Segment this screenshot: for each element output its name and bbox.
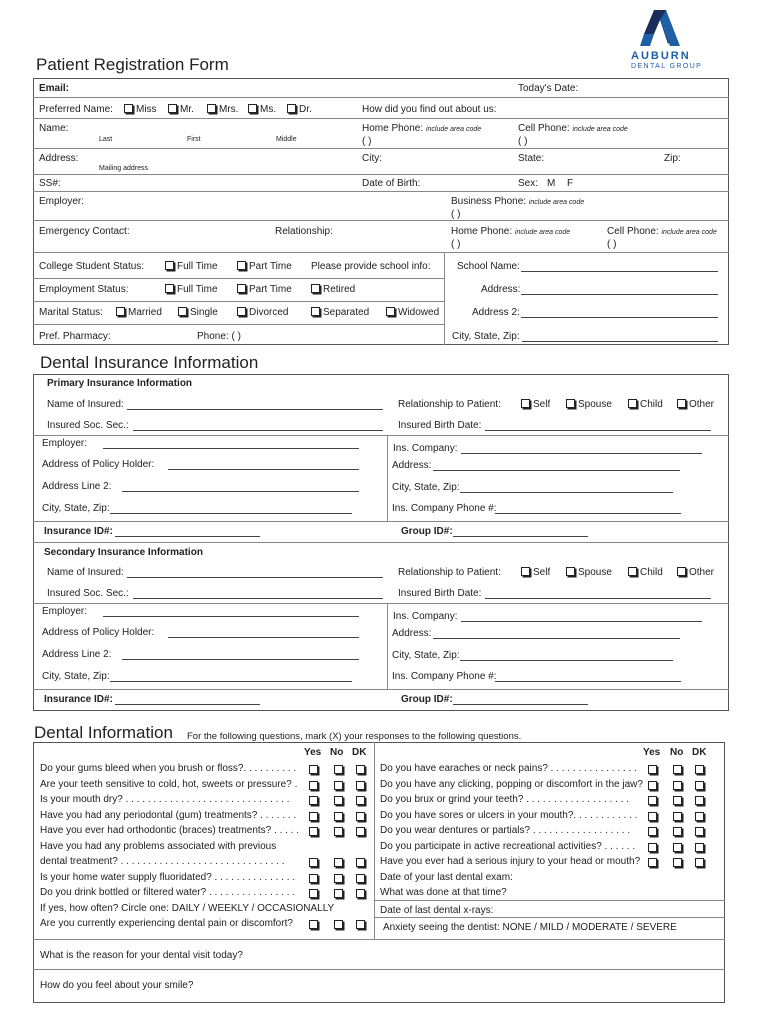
state-label: State: xyxy=(518,153,545,164)
right-q2-yes-checkbox[interactable] xyxy=(648,781,657,790)
right-q7-no-checkbox[interactable] xyxy=(673,858,682,867)
checkbox-icon[interactable] xyxy=(566,399,575,408)
left-q9-no-checkbox[interactable] xyxy=(334,920,343,929)
left-q1-yes-checkbox[interactable] xyxy=(309,765,318,774)
left-q9-yes-checkbox[interactable] xyxy=(309,920,318,929)
right-q6-no-checkbox[interactable] xyxy=(673,843,682,852)
left-q4-yes-checkbox[interactable] xyxy=(309,812,318,821)
emergency-home-phone-label: Home Phone: include area code xyxy=(451,226,571,237)
checkbox-icon[interactable] xyxy=(165,284,174,293)
secondary-relationship-label: Relationship to Patient: xyxy=(398,567,501,578)
dob-label: Date of Birth: xyxy=(362,178,421,189)
college-part-time-option[interactable]: Part Time xyxy=(237,261,292,272)
smile-feeling-label: How do you feel about your smile? xyxy=(40,980,194,991)
right-question-7: Have you ever had a serious injury to your head or mouth? xyxy=(380,856,641,867)
left-question-2: Are your teeth sensitive to cold, hot, sweets or pressure? . xyxy=(40,779,298,790)
dental-title: Dental Information xyxy=(34,723,173,742)
title-option-mrs[interactable]: Mrs. xyxy=(207,104,238,115)
right-q4-dk-checkbox[interactable] xyxy=(695,812,704,821)
right-question-10: Date of last dental x-rays: xyxy=(380,905,494,916)
secondary-addr-holder-label: Address of Policy Holder: xyxy=(42,627,155,638)
right-question-6: Do you participate in active recreational activities? . . . . . . xyxy=(380,841,636,852)
school-info-label: Please provide school info: xyxy=(311,261,431,272)
address-label: Address: xyxy=(39,153,79,164)
secondary-employer-label: Employer: xyxy=(42,606,88,617)
primary-addr-holder-label: Address of Policy Holder: xyxy=(42,459,155,470)
checkbox-icon[interactable] xyxy=(178,307,187,316)
left-question-8: Do you drink bottled or filtered water? . . . . . . . . . . . . . . . . xyxy=(40,887,296,898)
left-q8-yes-checkbox[interactable] xyxy=(309,889,318,898)
right-question-9: What was done at that time? xyxy=(380,887,507,898)
visit-reason-label: What is the reason for your dental visit today? xyxy=(40,950,243,961)
logo-name: AUBURN xyxy=(631,50,691,62)
checkbox-icon[interactable] xyxy=(311,307,320,316)
secondary-insurance-heading: Secondary Insurance Information xyxy=(44,547,203,558)
logo-subtitle: DENTAL GROUP xyxy=(631,63,703,70)
employment-retired-option[interactable]: Retired xyxy=(311,284,355,295)
title-option-dr[interactable]: Dr. xyxy=(287,104,312,115)
left-q3-dk-checkbox[interactable] xyxy=(356,796,365,805)
school-name-line[interactable] xyxy=(521,271,718,272)
title-option-mr[interactable]: Mr. xyxy=(168,104,194,115)
how-find-label: How did you find out about us: xyxy=(362,104,497,115)
checkbox-icon[interactable] xyxy=(677,399,686,408)
right-q4-no-checkbox[interactable] xyxy=(673,812,682,821)
secondary-ins-city-label: City, State, Zip: xyxy=(392,650,460,661)
right-q5-no-checkbox[interactable] xyxy=(673,827,682,836)
primary-soc-sec-label: Insured Soc. Sec.: xyxy=(47,420,129,431)
primary-relationship-label: Relationship to Patient: xyxy=(398,399,501,410)
left-question-7: Is your home water supply fluoridated? . . . . . . . . . . . . . . . xyxy=(40,872,296,883)
secondary-rel-self[interactable]: Self xyxy=(521,567,550,578)
left-question-1: Do your gums bleed when you brush or floss?. . . . . . . . . . xyxy=(40,763,297,774)
left-q3-no-checkbox[interactable] xyxy=(334,796,343,805)
business-phone-parens: ( ) xyxy=(451,209,461,220)
right-question-8: Date of your last dental exam: xyxy=(380,872,513,883)
employer-label: Employer: xyxy=(39,196,85,207)
college-status-label: College Student Status: xyxy=(39,261,145,272)
home-phone-parens: ( ) xyxy=(362,136,372,147)
primary-ins-company-label: Ins. Company: xyxy=(393,443,458,454)
secondary-soc-sec-label: Insured Soc. Sec.: xyxy=(47,588,129,599)
secondary-rel-child[interactable]: Child xyxy=(628,567,663,578)
right-q5-yes-checkbox[interactable] xyxy=(648,827,657,836)
relationship-label: Relationship: xyxy=(275,226,333,237)
home-phone-label: Home Phone: include area code xyxy=(362,123,482,134)
checkbox-icon[interactable] xyxy=(237,261,246,270)
left-yes-header: Yes xyxy=(304,747,322,758)
right-q5-dk-checkbox[interactable] xyxy=(695,827,704,836)
checkbox-icon[interactable] xyxy=(677,567,686,576)
pharmacy-phone-label: Phone: ( ) xyxy=(197,331,241,342)
primary-rel-spouse[interactable]: Spouse xyxy=(566,399,612,410)
sex-m-option[interactable]: M xyxy=(547,178,556,189)
primary-rel-other[interactable]: Other xyxy=(677,399,714,410)
title-option-ms[interactable]: Ms. xyxy=(248,104,276,115)
name-label: Name: xyxy=(39,123,69,134)
school-address-line[interactable] xyxy=(521,294,718,295)
left-q1-no-checkbox[interactable] xyxy=(334,765,343,774)
secondary-ins-phone-label: Ins. Company Phone #: xyxy=(392,671,497,682)
left-q1-dk-checkbox[interactable] xyxy=(356,765,365,774)
primary-group-id-label: Group ID#: xyxy=(401,526,453,537)
right-q7-yes-checkbox[interactable] xyxy=(648,858,657,867)
left-q6-no-checkbox[interactable] xyxy=(334,858,343,867)
left-q2-dk-checkbox[interactable] xyxy=(356,781,365,790)
right-no-header: No xyxy=(670,747,684,758)
left-question-5: Have you ever had orthodontic (braces) treatments? . . . . . xyxy=(40,825,300,836)
school-address2-label: Address 2: xyxy=(472,307,520,318)
secondary-rel-spouse[interactable]: Spouse xyxy=(566,567,612,578)
secondary-rel-other[interactable]: Other xyxy=(677,567,714,578)
emergency-cell-phone-label: Cell Phone: include area code xyxy=(607,226,717,237)
right-question-1: Do you have earaches or neck pains? . . . . . . . . . . . . . . . . xyxy=(380,763,637,774)
emergency-contact-label: Emergency Contact: xyxy=(39,226,130,237)
checkbox-icon[interactable] xyxy=(237,284,246,293)
checkbox-icon[interactable] xyxy=(521,399,530,408)
sex-label: Sex: xyxy=(518,178,539,189)
form-title: Patient Registration Form xyxy=(36,55,229,74)
auburn-logo-mark-icon xyxy=(630,6,714,50)
primary-ins-city-label: City, State, Zip: xyxy=(392,482,460,493)
marital-single-option[interactable]: Single xyxy=(178,307,218,318)
sex-f-option[interactable]: F xyxy=(567,178,574,189)
primary-ins-phone-label: Ins. Company Phone #: xyxy=(392,503,497,514)
auburn-logo xyxy=(630,6,714,76)
checkbox-icon[interactable] xyxy=(248,104,257,113)
secondary-addr-line2-label: Address Line 2: xyxy=(42,649,112,660)
secondary-name-insured-label: Name of Insured: xyxy=(47,567,124,578)
left-q2-yes-checkbox[interactable] xyxy=(309,781,318,790)
primary-insurance-id-label: Insurance ID#: xyxy=(44,526,113,537)
right-q2-no-checkbox[interactable] xyxy=(673,781,682,790)
left-question-6b: dental treatment? . . . . . . . . . . . . . . . . . . . . . . . . . . . . . . xyxy=(40,856,285,867)
school-address-label: Address: xyxy=(481,284,521,295)
left-q5-no-checkbox[interactable] xyxy=(334,827,343,836)
checkbox-icon[interactable] xyxy=(386,307,395,316)
dental-instructions: For the following questions, mark (X) your responses to the following questions. xyxy=(187,731,522,742)
left-question-4: Have you had any periodontal (gum) treatments? . . . . . . . xyxy=(40,810,297,821)
checkbox-icon[interactable] xyxy=(237,307,246,316)
school-city-state-zip-label: City, State, Zip: xyxy=(452,331,520,342)
left-question-10: Are you currently experiencing dental pain or discomfort? xyxy=(40,918,293,929)
school-city-state-zip-line[interactable] xyxy=(522,341,718,342)
right-q3-no-checkbox[interactable] xyxy=(673,796,682,805)
secondary-address-label: Address: xyxy=(392,628,432,639)
left-q4-dk-checkbox[interactable] xyxy=(356,812,365,821)
right-yes-header: Yes xyxy=(643,747,661,758)
right-question-5: Do you wear dentures or partials? . . . . . . . . . . . . . . . . . . xyxy=(380,825,631,836)
secondary-insurance-id-label: Insurance ID#: xyxy=(44,694,113,705)
left-question-3: Is your mouth dry? . . . . . . . . . . . . . . . . . . . . . . . . . . . . . . xyxy=(40,794,290,805)
secondary-birth-date-label: Insured Birth Date: xyxy=(398,588,482,599)
mailing-address-hint: Mailing address xyxy=(99,165,149,172)
marital-married-option[interactable]: Married xyxy=(116,307,162,318)
right-q1-dk-checkbox[interactable] xyxy=(695,765,704,774)
checkbox-icon[interactable] xyxy=(116,307,125,316)
right-q6-dk-checkbox[interactable] xyxy=(695,843,704,852)
left-q8-no-checkbox[interactable] xyxy=(334,889,343,898)
secondary-ins-company-label: Ins. Company: xyxy=(393,611,458,622)
checkbox-icon[interactable] xyxy=(287,104,296,113)
left-q7-dk-checkbox[interactable] xyxy=(356,874,365,883)
right-q3-dk-checkbox[interactable] xyxy=(695,796,704,805)
left-question-9: If yes, how often? Circle one: DAILY / WEEKLY / OCCASIONALLY xyxy=(40,903,335,914)
left-q4-no-checkbox[interactable] xyxy=(334,812,343,821)
middle-name-hint: Middle xyxy=(276,136,297,143)
left-q3-yes-checkbox[interactable] xyxy=(309,796,318,805)
checkbox-icon[interactable] xyxy=(207,104,216,113)
right-q2-dk-checkbox[interactable] xyxy=(695,781,704,790)
primary-addr-line2-label: Address Line 2: xyxy=(42,481,112,492)
right-q6-yes-checkbox[interactable] xyxy=(648,843,657,852)
email-label: Email: xyxy=(39,83,70,94)
todays-date-label: Today's Date: xyxy=(518,83,579,94)
cell-phone-parens: ( ) xyxy=(518,136,528,147)
right-q7-dk-checkbox[interactable] xyxy=(695,858,704,867)
right-question-11: Anxiety seeing the dentist: NONE / MILD / MODERATE / SEVERE xyxy=(383,922,677,933)
marital-status-label: Marital Status: xyxy=(39,307,103,318)
primary-address-label: Address: xyxy=(392,460,432,471)
checkbox-icon[interactable] xyxy=(168,104,177,113)
employment-full-time-option[interactable]: Full Time xyxy=(165,284,218,295)
right-question-3: Do you brux or grind your teeth? . . . . . . . . . . . . . . . . . . . xyxy=(380,794,629,805)
last-name-hint: Last xyxy=(99,136,113,143)
checkbox-icon[interactable] xyxy=(566,567,575,576)
left-q6-yes-checkbox[interactable] xyxy=(309,858,318,867)
left-q7-yes-checkbox[interactable] xyxy=(309,874,318,883)
left-q7-no-checkbox[interactable] xyxy=(334,874,343,883)
checkbox-icon[interactable] xyxy=(521,567,530,576)
left-dk-header: DK xyxy=(352,747,367,758)
checkbox-icon[interactable] xyxy=(628,567,637,576)
right-question-2: Do you have any clicking, popping or discomfort in the jaw? xyxy=(380,779,643,790)
insurance-title: Dental Insurance Information xyxy=(40,353,259,372)
checkbox-icon[interactable] xyxy=(311,284,320,293)
primary-rel-self[interactable]: Self xyxy=(521,399,550,410)
left-q5-yes-checkbox[interactable] xyxy=(309,827,318,836)
first-name-hint: First xyxy=(187,136,201,143)
primary-birth-date-label: Insured Birth Date: xyxy=(398,420,482,431)
business-phone-label: Business Phone: include area code xyxy=(451,196,585,207)
right-q3-yes-checkbox[interactable] xyxy=(648,796,657,805)
employment-status-label: Employment Status: xyxy=(39,284,129,295)
school-name-label: School Name: xyxy=(457,261,520,272)
marital-separated-option[interactable]: Separated xyxy=(311,307,369,318)
checkbox-icon[interactable] xyxy=(124,104,133,113)
marital-divorced-option[interactable]: Divorced xyxy=(237,307,288,318)
left-question-6: Have you had any problems associated with previous xyxy=(40,841,277,852)
primary-name-insured-label: Name of Insured: xyxy=(47,399,124,410)
right-q4-yes-checkbox[interactable] xyxy=(648,812,657,821)
primary-insurance-heading: Primary Insurance Information xyxy=(47,378,193,389)
title-option-miss[interactable]: Miss xyxy=(124,104,157,115)
emergency-cell-phone-parens: ( ) xyxy=(607,239,617,250)
left-no-header: No xyxy=(330,747,344,758)
checkbox-icon[interactable] xyxy=(165,261,174,270)
right-question-4: Do you have sores or ulcers in your mouth?. . . . . . . . . . . . xyxy=(380,810,638,821)
right-dk-header: DK xyxy=(692,747,707,758)
cell-phone-label: Cell Phone: include area code xyxy=(518,123,628,134)
left-q9-dk-checkbox[interactable] xyxy=(356,920,365,929)
primary-employer-label: Employer: xyxy=(42,438,88,449)
left-q2-no-checkbox[interactable] xyxy=(334,781,343,790)
primary-city-label: City, State, Zip: xyxy=(42,503,110,514)
primary-rel-child[interactable]: Child xyxy=(628,399,663,410)
college-full-time-option[interactable]: Full Time xyxy=(165,261,218,272)
school-address2-line[interactable] xyxy=(521,317,718,318)
left-q8-dk-checkbox[interactable] xyxy=(356,889,365,898)
left-q6-dk-checkbox[interactable] xyxy=(356,858,365,867)
pharmacy-label: Pref. Pharmacy: xyxy=(39,331,111,342)
right-q1-no-checkbox[interactable] xyxy=(673,765,682,774)
emergency-home-phone-parens: ( ) xyxy=(451,239,461,250)
zip-label: Zip: xyxy=(664,153,681,164)
right-q1-yes-checkbox[interactable] xyxy=(648,765,657,774)
employment-part-time-option[interactable]: Part Time xyxy=(237,284,292,295)
preferred-name-label: Preferred Name: xyxy=(39,104,113,115)
city-label: City: xyxy=(362,153,382,164)
left-q5-dk-checkbox[interactable] xyxy=(356,827,365,836)
secondary-group-id-label: Group ID#: xyxy=(401,694,453,705)
ss-label: SS#: xyxy=(39,178,61,189)
checkbox-icon[interactable] xyxy=(628,399,637,408)
marital-widowed-option[interactable]: Widowed xyxy=(386,307,439,318)
secondary-city-label: City, State, Zip: xyxy=(42,671,110,682)
